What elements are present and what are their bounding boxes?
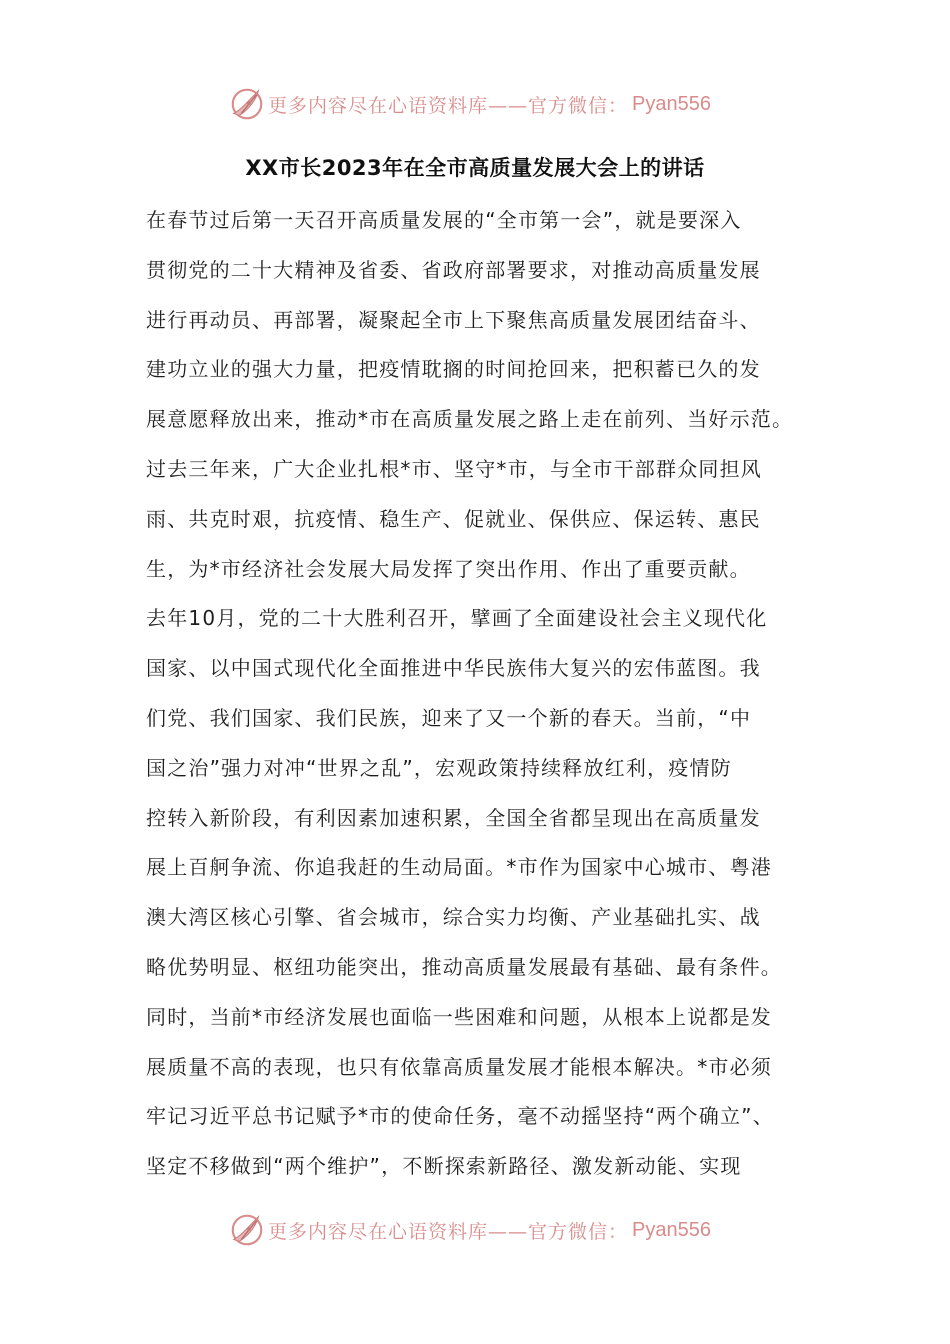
text-line: 牢记习近平总书记赋予*市的使命任务，毫不动摇坚持“两个确立”、 [146,1104,774,1129]
header-watermark-banner [228,82,748,126]
banner-wechat-id: Pyan556 [632,92,711,115]
text-line: 进行再动员、再部署，凝聚起全市上下聚焦高质量发展团结奋斗、 [146,307,761,332]
text-line: 过去三年来，广大企业扎根*市、坚守*市，与全市干部群众同担风 [146,456,762,481]
text-line: 生，为*市经济社会发展大局发挥了突出作用、作出了重要贡献。 [146,556,751,581]
footer-watermark-banner [228,1208,748,1252]
text-line: 控转入新阶段，有利因素加速积累，全国全省都呈现出在高质量发 [146,805,761,830]
text-line: 建功立业的强大力量，把疫情耽搁的时间抢回来，把积蓄已久的发 [146,357,761,382]
text-line: 略优势明显、枢纽功能突出，推动高质量发展最有基础、最有条件。 [146,954,782,979]
text-line: 坚定不移做到“两个维护”，不断探索新路径、激发新动能、实现 [146,1154,742,1179]
text-line: 同时，当前*市经济发展也面临一些困难和问题，从根本上说都是发 [146,1004,772,1029]
text-line: 国家、以中国式现代化全面推进中华民族伟大复兴的宏伟蓝图。我 [146,656,761,681]
text-line: 去年10月，党的二十大胜利召开，擘画了全面建设社会主义现代化 [146,606,768,631]
text-line: 们党、我们国家、我们民族，迎来了又一个新的春天。当前，“中 [146,705,752,730]
document-body [146,196,826,1192]
banner-text: 更多内容尽在心语资料库——官方微信： [268,94,629,117]
text-line: 澳大湾区核心引擎、省会城市，综合实力均衡、产业基础扎实、战 [146,905,761,930]
text-line: 展意愿释放出来，推动*市在高质量发展之路上走在前列、当好示范。 [146,407,794,432]
document-title: XX市长2023年在全市高质量发展大会上的讲话 [245,156,705,180]
text-line: 国之治”强力对冲“世界之乱”，宏观政策持续释放红利，疫情防 [146,755,732,780]
pen-nib-logo-icon [228,85,266,123]
text-line: 展质量不高的表现，也只有依靠高质量发展才能根本解决。*市必须 [146,1054,772,1079]
banner-wechat-id: Pyan556 [632,1218,711,1241]
text-line: 贯彻党的二十大精神及省委、省政府部署要求，对推动高质量发展 [146,257,761,282]
pen-nib-logo-icon [228,1211,266,1249]
text-line: 雨、共克时艰，抗疫情、稳生产、促就业、保供应、保运转、惠民 [146,506,761,531]
banner-text: 更多内容尽在心语资料库——官方微信： [268,1220,629,1243]
text-line: 展上百舸争流、你追我赶的生动局面。*市作为国家中心城市、粤港 [146,855,772,880]
text-line: 在春节过后第一天召开高质量发展的“全市第一会”，就是要深入 [146,208,742,232]
